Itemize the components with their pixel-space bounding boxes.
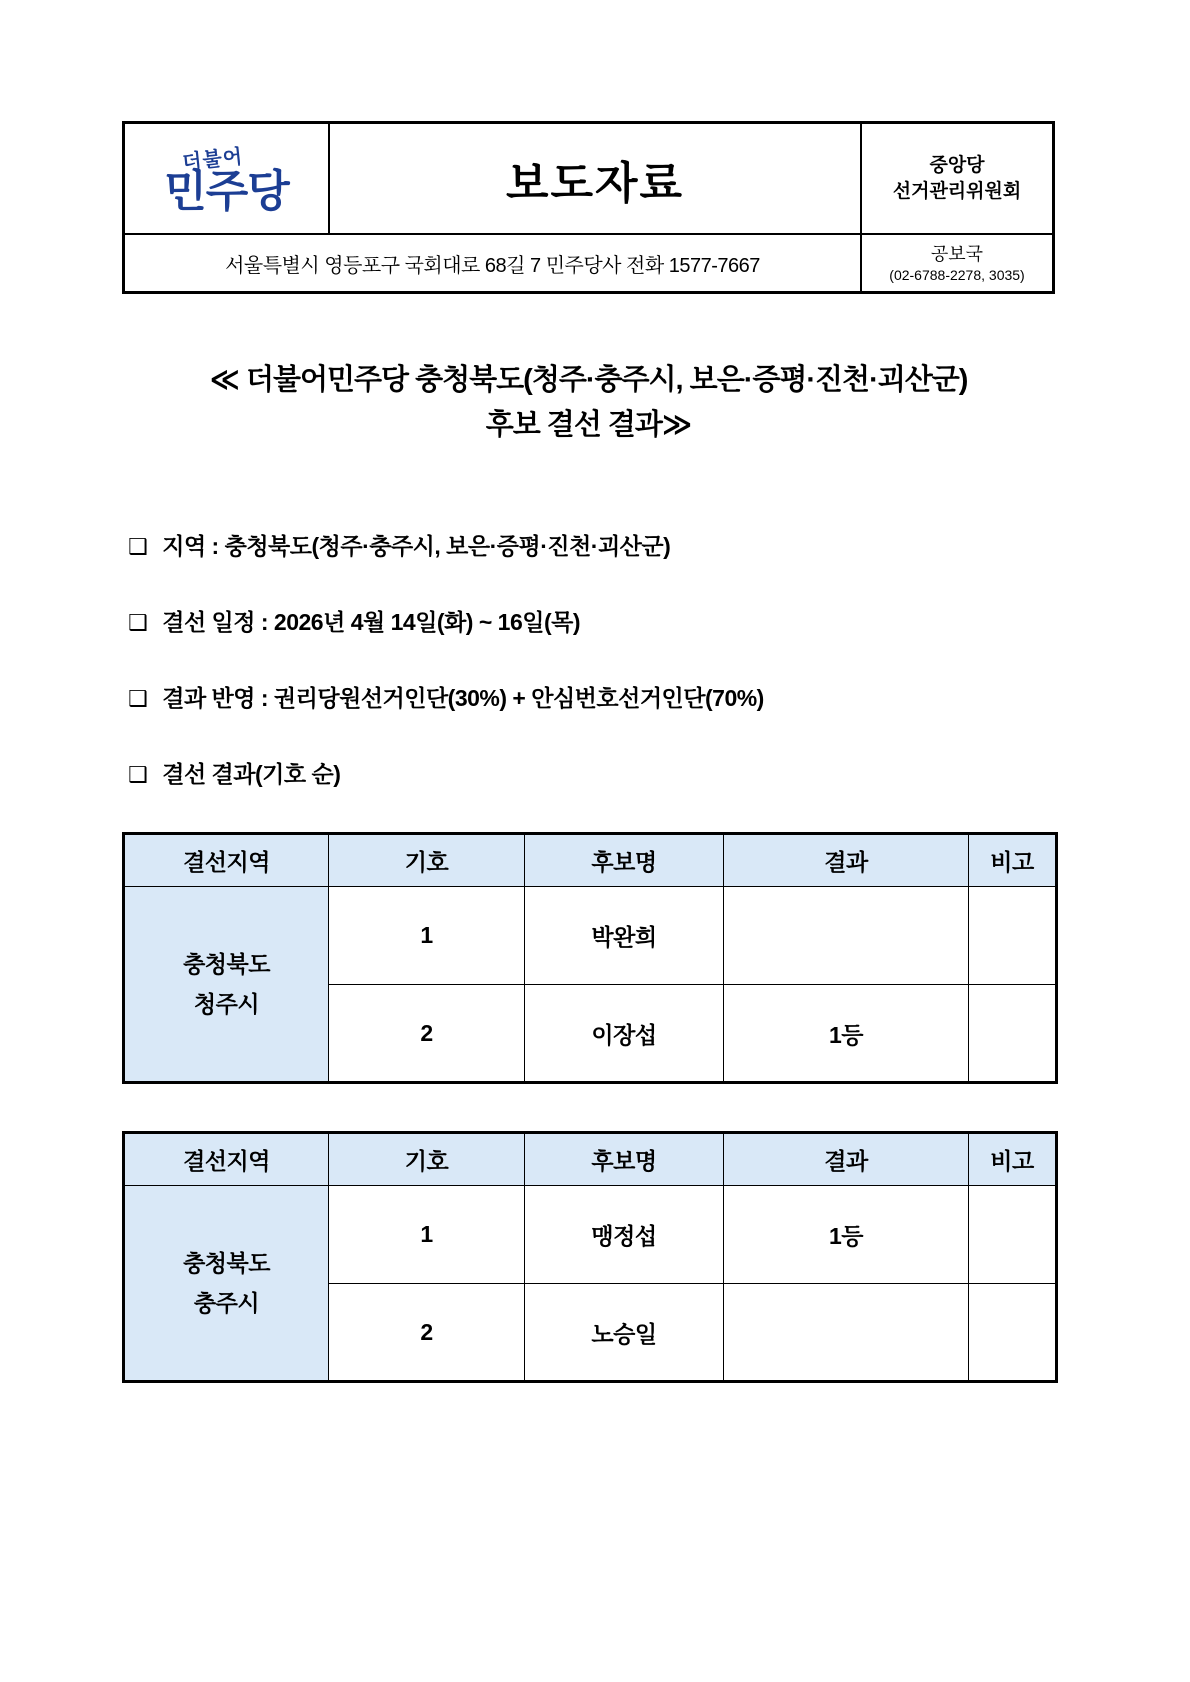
header-candidate: 후보명 — [525, 834, 724, 887]
region-line2: 청주시 — [193, 991, 260, 1017]
header-note: 비고 — [969, 834, 1057, 887]
bullet-results — [122, 756, 1055, 789]
table-header-row — [124, 834, 1057, 887]
candidate-note — [969, 985, 1057, 1083]
header-region: 결선지역 — [124, 834, 329, 887]
document-type-cell — [330, 124, 860, 233]
candidate-number: 2 — [329, 985, 525, 1083]
candidate-number: 1 — [329, 887, 525, 985]
committee-line1: 중앙당 — [929, 154, 985, 176]
header-candidate: 후보명 — [525, 1133, 724, 1186]
candidate-note — [969, 1186, 1057, 1284]
header-note: 비고 — [969, 1133, 1057, 1186]
document-type-title: 보도자료 — [505, 158, 684, 208]
table-row — [124, 887, 1057, 985]
region-line2: 충주시 — [193, 1290, 260, 1316]
party-logo-main-text: 민주당 — [164, 167, 289, 216]
address-cell — [125, 233, 860, 291]
committee-cell — [860, 124, 1052, 233]
bullet-reflection — [122, 680, 1055, 713]
page-content — [122, 0, 1055, 1383]
party-address: 서울특별시 영등포구 국회대로 68길 7 민주당사 전화 1577-7667 — [225, 254, 760, 277]
press-office-cell — [860, 233, 1052, 291]
candidate-name: 박완희 — [525, 887, 724, 985]
bullet-results-text: 결선 결과(기호 순) — [162, 761, 341, 787]
page-title — [122, 358, 1055, 448]
candidate-name: 노승일 — [525, 1284, 724, 1382]
table-header-row — [124, 1133, 1057, 1186]
header-region: 결선지역 — [124, 1133, 329, 1186]
candidate-result: 1등 — [724, 985, 969, 1083]
candidate-result — [724, 887, 969, 985]
candidate-note — [969, 887, 1057, 985]
header-result: 결과 — [724, 1133, 969, 1186]
bullet-reflection-text: 결과 반영 : 권리당원선거인단(30%) + 안심번호선거인단(70%) — [162, 685, 764, 711]
square-bullet-icon: ❑ — [128, 534, 148, 559]
bullet-schedule-text: 결선 일정 : 2026년 4월 14일(화) ~ 16일(목) — [162, 609, 580, 635]
candidate-number: 2 — [329, 1284, 525, 1382]
committee-line2: 선거관리위원회 — [892, 180, 1022, 202]
bullet-schedule — [122, 604, 1055, 637]
header-result: 결과 — [724, 834, 969, 887]
header-number: 기호 — [329, 834, 525, 887]
page-title-line1: ≪ 더불어민주당 충청북도(청주·충주시, 보은·증평·진천·괴산군) — [209, 364, 968, 396]
candidate-number: 1 — [329, 1186, 525, 1284]
square-bullet-icon: ❑ — [128, 686, 148, 711]
party-logo — [125, 124, 330, 233]
result-table-cheongju — [122, 832, 1058, 1084]
party-logo-script-text: 더불어 — [181, 145, 245, 175]
letterhead — [122, 121, 1055, 294]
press-office-name: 공보국 — [930, 244, 984, 264]
table-row — [124, 1186, 1057, 1284]
region-line1: 충청북도 — [183, 1250, 270, 1276]
bullet-region-text: 지역 : 충청북도(청주·충주시, 보은·증평·진천·괴산군) — [162, 533, 671, 559]
candidate-note — [969, 1284, 1057, 1382]
region-cell — [124, 1186, 329, 1382]
header-number: 기호 — [329, 1133, 525, 1186]
result-table-chungju — [122, 1131, 1058, 1383]
square-bullet-icon: ❑ — [128, 762, 148, 787]
candidate-result — [724, 1284, 969, 1382]
info-bullets — [122, 528, 1055, 789]
candidate-name: 이장섭 — [525, 985, 724, 1083]
region-line1: 충청북도 — [183, 951, 270, 977]
region-cell — [124, 887, 329, 1083]
press-office-phone: (02-6788-2278, 3035) — [889, 267, 1025, 283]
bullet-region — [122, 528, 1055, 561]
candidate-name: 맹정섭 — [525, 1186, 724, 1284]
square-bullet-icon: ❑ — [128, 610, 148, 635]
candidate-result: 1등 — [724, 1186, 969, 1284]
page-title-line2: 후보 결선 결과≫ — [485, 409, 692, 441]
